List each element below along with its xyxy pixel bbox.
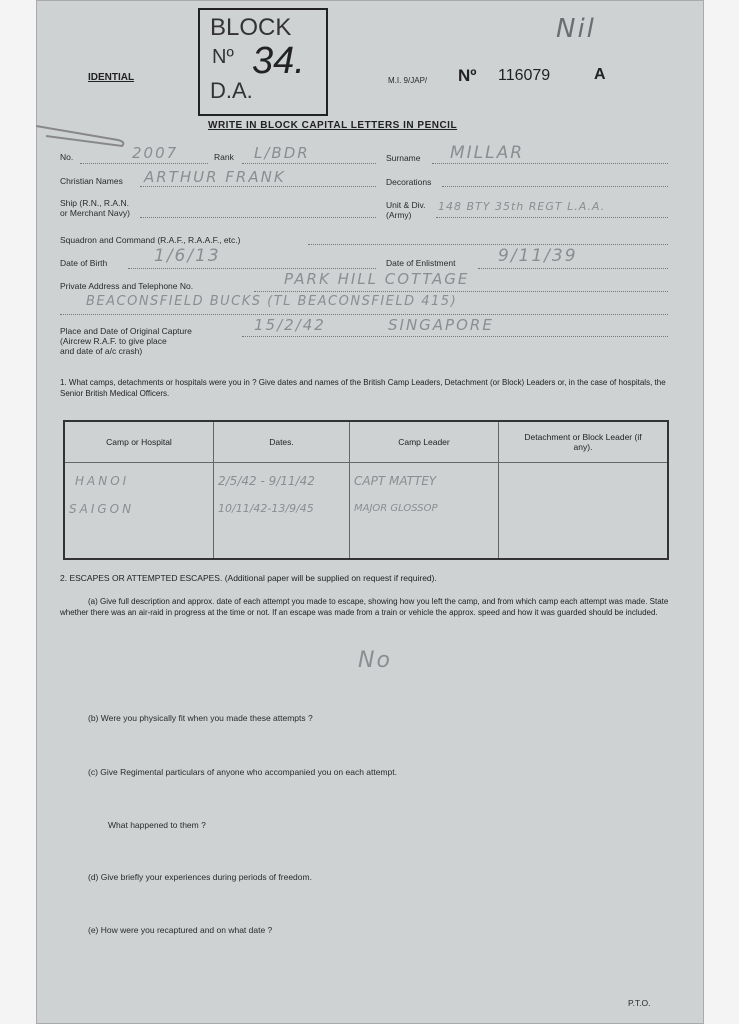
capture-label-2: (Aircrew R.A.F. to give place [60,336,167,346]
capture-label-3: and date of a/c crash) [60,346,143,356]
detachment-cell [499,463,669,560]
col-leader-header: Camp Leader [350,421,499,463]
capture-place: SINGAPORE [388,316,494,334]
address-value-1: PARK HILL COTTAGE [284,270,470,288]
ship-label-1: Ship (R.N., R.A.N. [60,198,129,208]
leader-row-2: MAJOR GLOSSOP [354,503,438,514]
rank-value: L/BDR [254,144,310,162]
stamp-handwritten-number: 34. [252,40,305,82]
capture-label-1: Place and Date of Original Capture [60,326,192,336]
unit-value: 148 BTY 35th REGT L.A.A. [438,200,606,213]
unit-label-1: Unit & Div. [386,200,426,210]
number-prefix: Nº [458,66,477,85]
christian-names-label: Christian Names [60,176,123,186]
stamp-da: D.A. [210,78,253,103]
question-2c-followup: What happened to them ? [108,820,206,830]
stamp-block: BLOCK [210,14,292,41]
form-number: 116079 [498,67,551,84]
capture-date: 15/2/42 [254,316,326,334]
question-2e: (e) How were you recaptured and on what date ? [88,925,273,935]
question-1: 1. What camps, detachments or hospitals were you in ? Give dates and names of the British Camp Leaders, Detachment (or Block) Leaders or, in the case of hospitals, the Senior British Medical Officers. [60,378,666,398]
christian-names-value: ARTHUR FRANK [144,168,286,186]
form-ref: M.I. 9/JAP/ [388,76,428,85]
surname-label: Surname [386,153,421,163]
form-suffix: A [594,66,606,83]
no-label: No. [60,152,74,162]
enlistment-label: Date of Enlistment [386,258,456,268]
dob-value: 1/6/13 [154,246,221,266]
enlistment-value: 9/11/39 [498,246,578,266]
stamp-no: Nº [212,46,234,68]
col-camp-header: Camp or Hospital [64,421,214,463]
squadron-label: Squadron and Command (R.A.F., R.A.A.F., etc.) [60,235,241,245]
paperclip-icon [36,118,128,152]
surname-value: MILLAR [450,143,525,163]
question-2d: (d) Give briefly your experiences during periods of freedom. [88,872,312,882]
question-2c: (c) Give Regimental particulars of anyone who accompanied you on each attempt. [88,767,397,777]
dates-cell [214,463,350,560]
dates-row-1: 2/5/42 - 9/11/42 [218,474,315,488]
col-detachment-header: Detachment or Block Leader (if any). [499,421,669,463]
form-page [36,0,704,1024]
dates-row-2: 10/11/42-13/9/45 [218,502,314,515]
question-2b: (b) Were you physically fit when you made these attempts ? [88,713,313,723]
no-value: 2007 [132,144,179,162]
leader-cell [350,463,499,560]
rank-label: Rank [214,152,234,162]
question-2a: (a) Give full description and approx. date of each attempt you made to escape, showing how you left the camp, and from which camp each attempt was made. State whether there was an air-raid in progress at the time or not. If an escape was made from a train or vehicle the approx. speed and how it was guarded should be included. [60,597,669,617]
col-dates-header: Dates. [214,421,350,463]
camp-row-2: SAIGON [69,502,135,516]
question-2a-answer: No [358,648,392,673]
classification: IDENTIAL [88,72,135,83]
unit-label-2: (Army) [386,210,412,220]
address-label: Private Address and Telephone No. [60,281,194,291]
camps-table [63,420,669,560]
leader-row-1: CAPT MATTEY [354,474,437,488]
instruction: WRITE IN BLOCK CAPITAL LETTERS IN PENCIL [208,120,458,131]
corner-mark: Nil [556,14,596,44]
ship-label-2: or Merchant Navy) [60,208,130,218]
address-value-2: BEACONSFIELD BUCKS (TL BEACONSFIELD 415) [86,294,458,309]
footer-pto: P.T.O. [628,998,651,1008]
camp-row-1: HANOI [75,474,130,488]
block-stamp [198,8,328,116]
dob-label: Date of Birth [60,258,108,268]
question-2-title: 2. ESCAPES OR ATTEMPTED ESCAPES. (Additional paper will be supplied on request if required). [60,573,437,583]
decorations-label: Decorations [386,177,432,187]
camp-cell [64,463,214,560]
